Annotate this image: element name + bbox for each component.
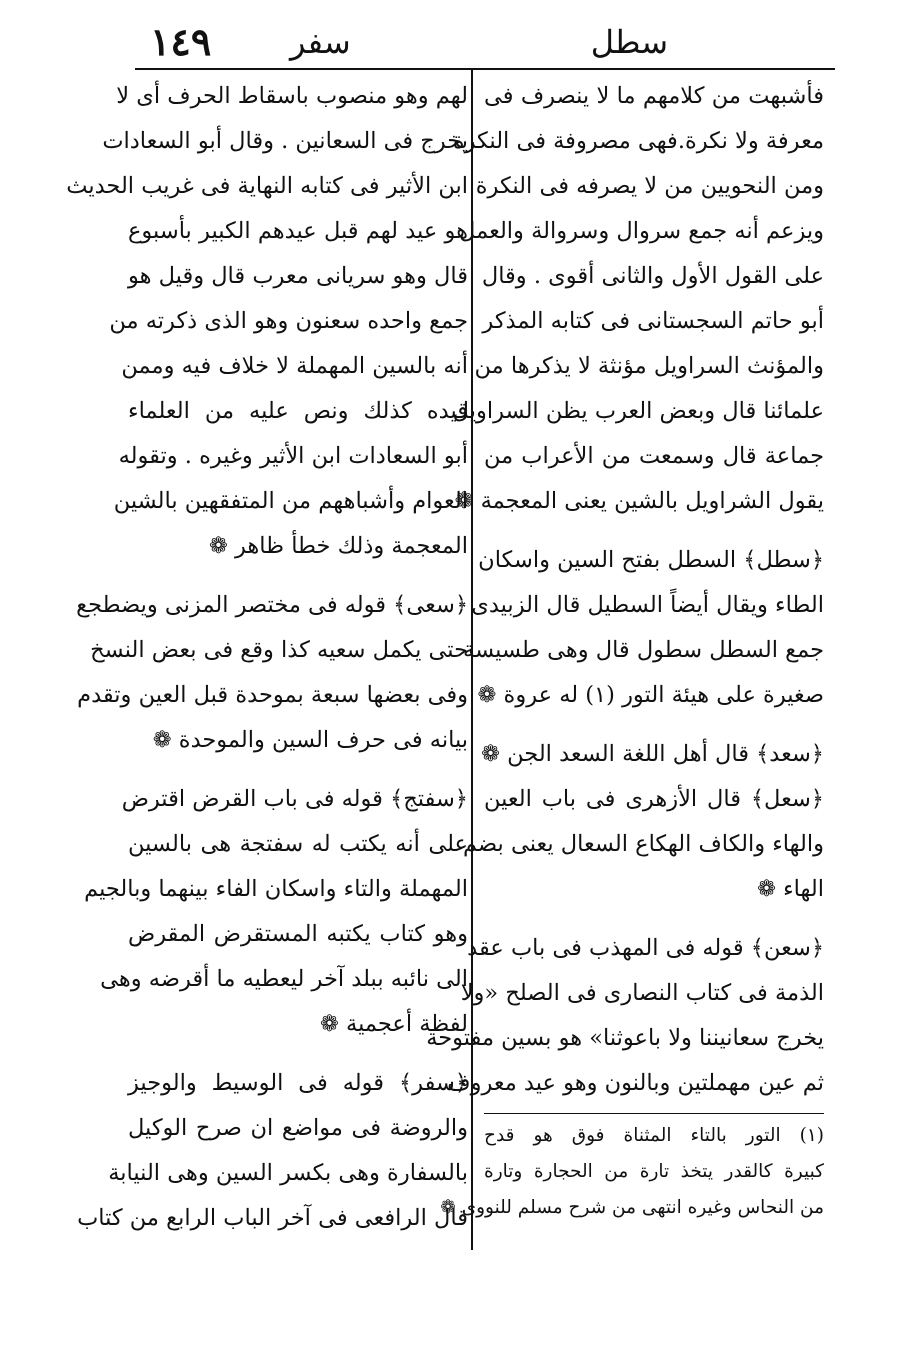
text-line: والمؤنث السراويل مؤنثة لا يذكرها من (474, 353, 824, 379)
text-line: على أنه يكتب له سفتجة هى بالسين (128, 831, 468, 857)
right-column (426, 74, 824, 1106)
text-line: الهاء ❁ (757, 876, 824, 902)
left-column (66, 74, 468, 1241)
text-line: ويزعم أنه جمع سروال وسروالة والعمل (459, 218, 824, 244)
text-line: ﴿سفر﴾ قوله فى الوسيط والوجيز (128, 1070, 468, 1096)
text-line: بيانه فى حرف السين والموحدة ❁ (152, 727, 468, 753)
text-line: العوام وأشباههم من المتفقهين بالشين (113, 488, 468, 514)
text-line: المعجمة وذلك خطأ ظاهر ❁ (209, 533, 468, 559)
text-line: يقول الشراويل بالشين يعنى المعجمة ❁ (454, 488, 824, 514)
text-line: جمع السطل سطول قال وهى طسيسة (463, 637, 824, 663)
text-line: يخرج سعانيننا ولا باعوثنا» هو بسين مفتوحة (426, 1025, 824, 1051)
entry-satl (463, 538, 824, 718)
text-line: والهاء والكاف الهكاع السعال يعنى بضم (463, 831, 824, 857)
entry-suftaj (84, 777, 468, 1047)
paragraph (452, 74, 824, 524)
text-line: الذمة فى كتاب النصارى فى الصلح «ولا (460, 980, 824, 1006)
text-line: قال الرافعى فى آخر الباب الرابع من كتاب (77, 1205, 468, 1231)
text-line: ﴿سطل﴾ السطل بفتح السين واسكان (478, 547, 824, 573)
text-line: بالسفارة وهى بكسر السين وهى النيابة (108, 1160, 468, 1186)
text-line: ومن النحويين من لا يصرفه فى النكرة (475, 173, 824, 199)
text-line: ﴿سفتج﴾ قوله فى باب القرض اقترض (121, 786, 468, 812)
text-line: المهملة والتاء واسكان الفاء بينهما وبالجيم (84, 876, 468, 902)
text-line: حتى يكمل سعيه كذا وقع فى بعض النسخ (90, 637, 468, 663)
entry-saal (463, 777, 824, 912)
text-line: ﴿سعن﴾ قوله فى المهذب فى باب عقد (467, 935, 824, 961)
entry-safar (77, 1061, 468, 1241)
text-line: صغيرة على هيئة التور (١) له عروة ❁ (477, 682, 824, 708)
entry-saad (481, 732, 824, 777)
footnote-line: (١) التور بالتاء المثناة فوق هو قدح (484, 1125, 824, 1146)
text-line: الى نائبه ببلد آخر ليعطيه ما أقرضه وهى (100, 966, 468, 992)
text-line: ﴿سعل﴾ قال الأزهرى فى باب العين (484, 786, 824, 812)
footnote-line: كبيرة كالقدر يتخذ تارة من الحجارة وتارة (484, 1161, 824, 1182)
text-line: قال وهو سريانى معرب قال وقيل هو (127, 263, 468, 289)
text-line: معرفة ولا نكرة.فهى مصروفة فى النكرة (452, 128, 824, 154)
footnote (440, 1118, 824, 1226)
text-line: والروضة فى مواضع ان صرح الوكيل (128, 1115, 468, 1141)
footnote-line: من النحاس وغيره انتهى من شرح مسلم للنووى ❁ (440, 1197, 824, 1218)
running-head-right: سطل (590, 23, 668, 61)
text-line: لفظة أعجمية ❁ (320, 1011, 468, 1037)
text-line: جماعة قال وسمعت من الأعراب من (484, 443, 824, 469)
text-line: علمائنا قال وبعض العرب يظن السراويل (452, 398, 824, 424)
entry-saan (426, 926, 824, 1106)
text-line: لهم وهو منصوب باسقاط الحرف أى لا (116, 83, 468, 109)
header-rule (135, 68, 835, 70)
text-line: جمع واحده سعنون وهو الذى ذكرته من (109, 308, 468, 334)
page-number: ١٤٩ (150, 19, 212, 64)
entry-saa (76, 583, 468, 763)
text-line: هو عيد لهم قبل عيدهم الكبير بأسبوع (128, 218, 468, 244)
text-line: أبو السعادات ابن الأثير وغيره . وتقوله (118, 443, 468, 469)
text-line: ابن الأثير فى كتابه النهاية فى غريب الحديث (66, 173, 468, 199)
text-line: يخرج فى السعانين . وقال أبو السعادات (102, 128, 468, 154)
running-head-left: سفر (290, 23, 351, 61)
footnote-rule (484, 1113, 824, 1114)
text-line: فأشبهت من كلامهم ما لا ينصرف فى (484, 83, 824, 109)
text-line: أنه بالسين المهملة لا خلاف فيه وممن (121, 353, 468, 379)
text-line: ﴿سعى﴾ قوله فى مختصر المزنى ويضطجع (76, 592, 468, 618)
text-line: قيده كذلك ونص عليه من العلماء (128, 398, 468, 424)
text-line: ثم عين مهملتين وبالنون وهو عيد معروف (447, 1070, 824, 1096)
paragraph (66, 74, 468, 569)
text-line: الطاء ويقال أيضاً السطيل قال الزبيدى (471, 592, 824, 618)
text-line: وهو كتاب يكتبه المستقرض المقرض (128, 921, 468, 947)
text-line: ﴿سعد﴾ قال أهل اللغة السعد الجن ❁ (481, 741, 824, 767)
text-line: على القول الأول والثانى أقوى . وقال (481, 263, 824, 289)
text-line: وفى بعضها سبعة بموحدة قبل العين وتقدم (77, 682, 468, 708)
text-line: أبو حاتم السجستانى فى كتابه المذكر (482, 308, 824, 334)
